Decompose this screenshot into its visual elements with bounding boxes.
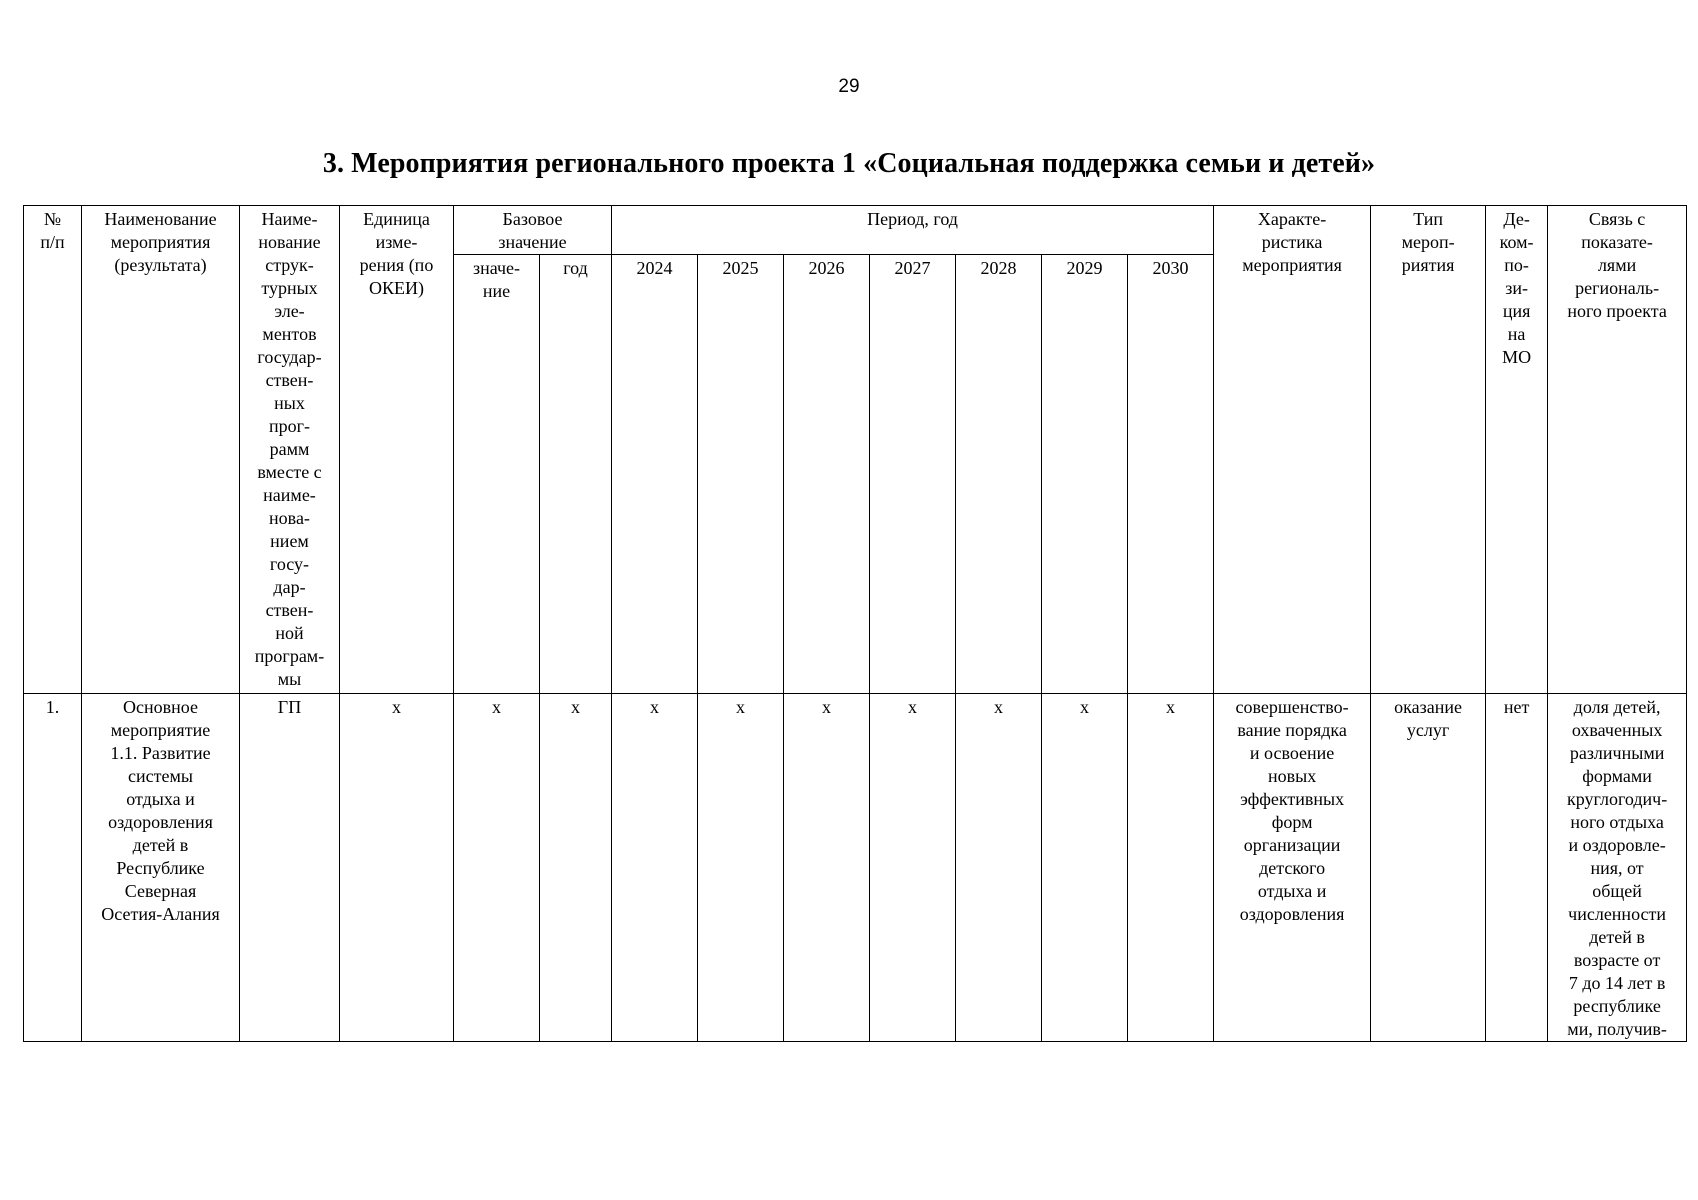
cell-characteristic: совершенство- вание порядка и освоение новых эффективных форм организации детского отдыха и оздоровления xyxy=(1214,694,1371,1042)
header-year-2025: 2025 xyxy=(698,255,784,694)
header-type: Тип мероп- риятия xyxy=(1371,206,1486,694)
cell-year-2027: х xyxy=(870,694,956,1042)
header-year-2024: 2024 xyxy=(612,255,698,694)
header-year-2028: 2028 xyxy=(956,255,1042,694)
header-year-2029: 2029 xyxy=(1042,255,1128,694)
header-link: Связь с показате- лями региональ- ного проекта xyxy=(1548,206,1687,694)
cell-name: Основное мероприятие 1.1. Развитие системы отдыха и оздоровления детей в Республике Северная Осетия-Алания xyxy=(82,694,240,1042)
cell-base-value: х xyxy=(454,694,540,1042)
header-unit: Единица изме- рения (по ОКЕИ) xyxy=(340,206,454,694)
header-row-1 xyxy=(24,206,1687,255)
page-number: 29 xyxy=(838,76,860,97)
header-base-year: год xyxy=(540,255,612,694)
header-decomposition: Де- ком- по- зи- ция на МО xyxy=(1486,206,1548,694)
cell-decomposition: нет xyxy=(1486,694,1548,1042)
cell-year-2029: х xyxy=(1042,694,1128,1042)
cell-year-2024: х xyxy=(612,694,698,1042)
header-year-2026: 2026 xyxy=(784,255,870,694)
cell-year-2030: х xyxy=(1128,694,1214,1042)
header-name: Наименование мероприятия (результата) xyxy=(82,206,240,694)
header-period: Период, год xyxy=(612,206,1214,255)
table-row xyxy=(24,694,1687,1042)
cell-year-2025: х xyxy=(698,694,784,1042)
header-base: Базовое значение xyxy=(454,206,612,255)
cell-link: доля детей, охваченных различными формами круглогодич- ного отдыха и оздоровле- ния, от общей численности детей в возрасте от 7 до 14 лет в республике ми, получив- xyxy=(1548,694,1687,1042)
cell-base-year: х xyxy=(540,694,612,1042)
cell-unit: х xyxy=(340,694,454,1042)
activities-table xyxy=(23,205,1687,1042)
header-year-2030: 2030 xyxy=(1128,255,1214,694)
header-characteristic: Характе- ристика мероприятия xyxy=(1214,206,1371,694)
section-title: 3. Мероприятия регионального проекта 1 «Социальная поддержка семьи и детей» xyxy=(322,148,1376,179)
cell-type: оказание услуг xyxy=(1371,694,1486,1042)
header-structural-elements: Наиме- нование струк- турных эле- ментов государ- ствен- ных прог- рамм вместе с наиме- нова- нием госу- дар- ствен- ной програм- мы xyxy=(240,206,340,694)
cell-num: 1. xyxy=(24,694,82,1042)
header-num: № п/п xyxy=(24,206,82,694)
header-base-value: значе- ние xyxy=(454,255,540,694)
cell-structural-elements: ГП xyxy=(240,694,340,1042)
cell-year-2028: х xyxy=(956,694,1042,1042)
header-year-2027: 2027 xyxy=(870,255,956,694)
cell-year-2026: х xyxy=(784,694,870,1042)
